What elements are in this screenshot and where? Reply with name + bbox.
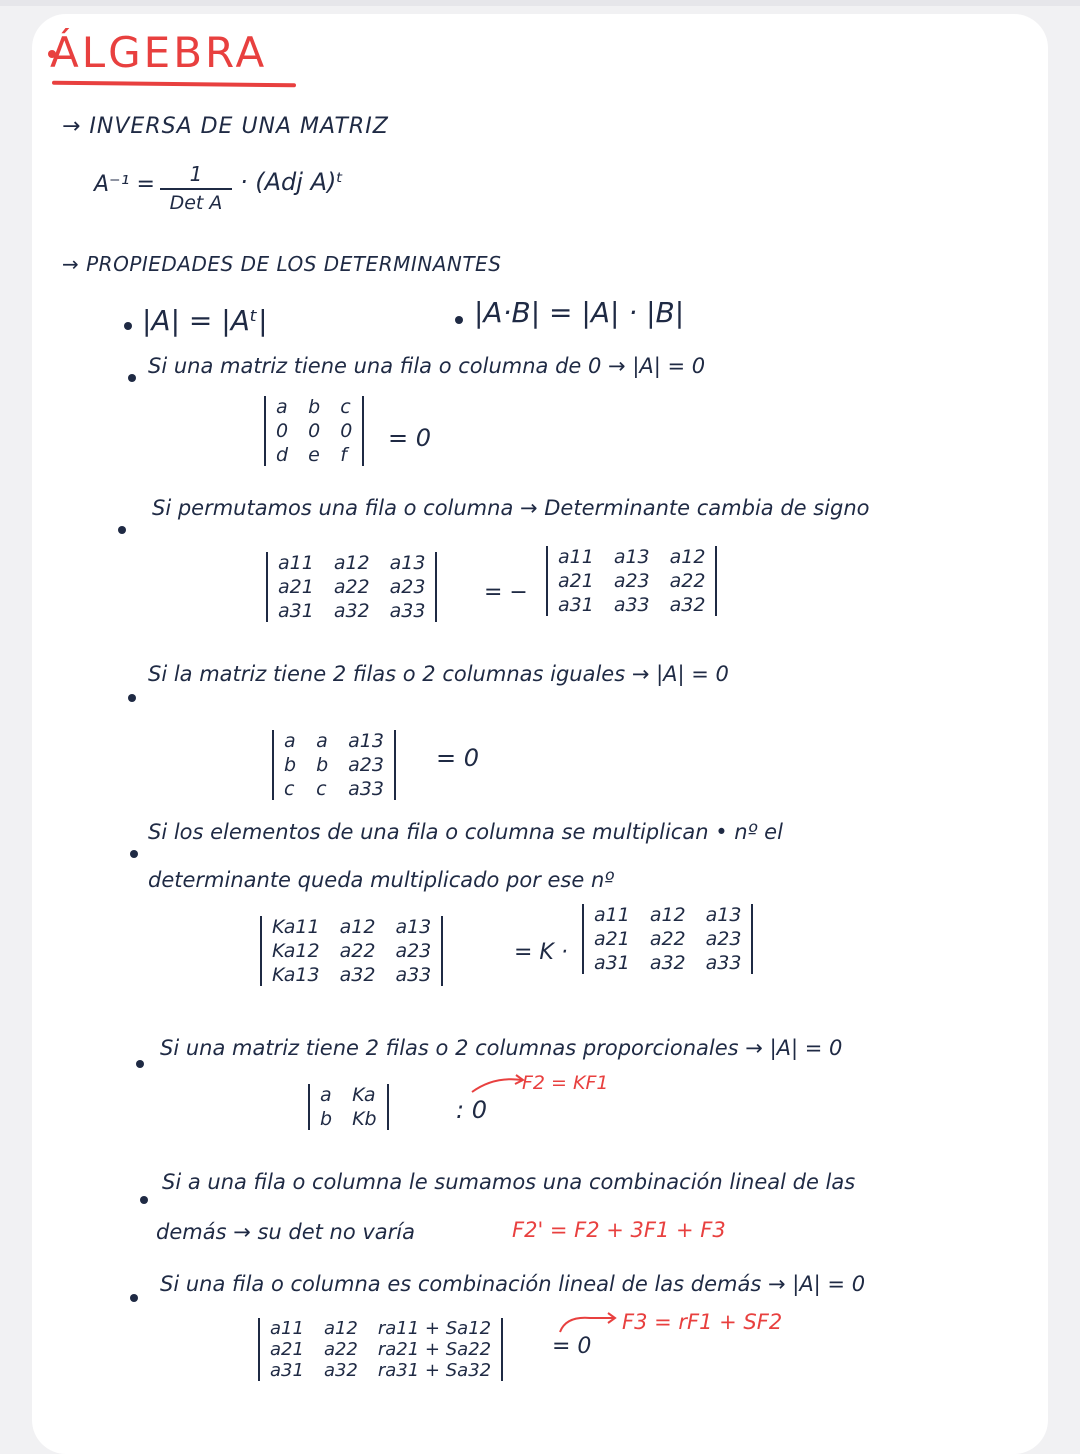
fraction-denominator: Det A: [169, 192, 223, 214]
matrix-unscaled: [582, 904, 753, 974]
matrix-entry: a31: [594, 952, 630, 974]
rule-scalar-line2: determinante queda multiplicado por ese nº: [148, 868, 615, 892]
matrix-entry: a: [276, 396, 288, 418]
matrix-entry: a32: [669, 594, 706, 616]
inverse-formula-rhs: · (Adj A)ᵗ: [240, 168, 344, 196]
inverse-formula-lhs: A⁻¹ =: [94, 172, 155, 197]
rule-linear-combination-line2: demás → su det no varía: [156, 1220, 416, 1244]
equals-zero: = 0: [552, 1334, 592, 1359]
bullet: [124, 322, 132, 330]
bullet: [118, 526, 126, 534]
matrix-entry: Ka12: [272, 940, 320, 962]
matrix-entry: a33: [613, 594, 650, 616]
equals-zero: = 0: [388, 424, 432, 452]
rule-swap-sign: Si permutamos una fila o columna → Determinante cambia de signo: [152, 496, 870, 520]
section-heading-inverse: → INVERSA DE UNA MATRIZ: [62, 114, 389, 139]
matrix-entry: a23: [705, 928, 742, 950]
property-product: |A·B| = |A| · |B|: [474, 296, 685, 329]
matrix-entry: b: [308, 396, 321, 418]
section-heading-properties: → PROPIEDADES DE LOS DETERMINANTES: [62, 252, 502, 276]
matrix-entry: a13: [395, 916, 432, 938]
matrix-entry: c: [316, 778, 327, 800]
matrix-zero-row: [264, 396, 364, 466]
matrix-entry: a21: [278, 576, 314, 598]
matrix-entry: a33: [389, 600, 426, 622]
fraction-numerator: 1: [189, 162, 203, 186]
matrix-entry: a32: [333, 600, 370, 622]
matrix-entry: a32: [339, 964, 376, 986]
equals-zero: = 0: [436, 744, 480, 772]
matrix-entry: a12: [323, 1318, 358, 1339]
rule-zero-row: Si una matriz tiene una fila o columna de 0 → |A| = 0: [148, 354, 706, 378]
matrix-entry: a22: [339, 940, 376, 962]
matrix-entry: 0: [340, 420, 353, 442]
matrix-entry: ra31 + Sa32: [377, 1360, 492, 1381]
top-bar: [0, 0, 1080, 6]
matrix-entry: a11: [558, 546, 594, 568]
matrix-entry: a33: [705, 952, 742, 974]
matrix-entry: ra21 + Sa22: [377, 1339, 492, 1360]
bullet: [455, 316, 463, 324]
matrix-entry: a23: [348, 754, 384, 776]
matrix-entry: a22: [333, 576, 370, 598]
rule-linear-combination-line1: Si a una fila o columna le sumamos una combinación lineal de las: [162, 1170, 856, 1194]
matrix-proportional: [308, 1084, 389, 1130]
matrix-entry: b: [320, 1108, 333, 1130]
matrix-entry: a22: [669, 570, 706, 592]
matrix-entry: a13: [613, 546, 650, 568]
note-f2-kf1: F2 = KF1: [522, 1072, 609, 1094]
bullet: [140, 1196, 148, 1204]
matrix-entry: a: [316, 730, 328, 752]
matrix-entry: b: [316, 754, 329, 776]
matrix-entry: Ka: [352, 1084, 376, 1106]
matrix-entry: a12: [339, 916, 376, 938]
matrix-original: [266, 552, 437, 622]
matrix-entry: a21: [270, 1339, 304, 1360]
matrix-entry: f: [340, 444, 347, 466]
matrix-entry: a12: [669, 546, 706, 568]
matrix-entry: a13: [705, 904, 742, 926]
page-title: ÁLGEBRA: [50, 28, 268, 77]
note-f3-combination: F3 = rF1 + SF2: [622, 1310, 783, 1334]
matrix-entry: a32: [323, 1360, 358, 1381]
row-operation-formula: F2' = F2 + 3F1 + F3: [512, 1218, 726, 1242]
matrix-entry: a13: [389, 552, 426, 574]
equals-zero: : 0: [456, 1096, 487, 1124]
matrix-entry: a32: [649, 952, 686, 974]
matrix-entry: a: [320, 1084, 332, 1106]
matrix-entry: a31: [278, 600, 314, 622]
equals-minus: = −: [484, 580, 528, 605]
property-transpose: |A| = |Aᵗ|: [142, 304, 268, 337]
matrix-entry: a11: [278, 552, 314, 574]
matrix-entry: 0: [276, 420, 289, 442]
matrix-entry: a21: [594, 928, 630, 950]
matrix-entry: a11: [594, 904, 630, 926]
arrow-icon: [556, 1312, 620, 1336]
rule-scalar-line1: Si los elementos de una fila o columna se multiplican • nº el: [148, 820, 783, 844]
matrix-entry: a13: [348, 730, 384, 752]
matrix-entry: Ka13: [272, 964, 320, 986]
bullet: [128, 694, 136, 702]
matrix-entry: e: [308, 444, 320, 466]
rule-equal-rows: Si la matriz tiene 2 filas o 2 columnas iguales → |A| = 0: [148, 662, 729, 686]
rule-proportional: Si una matriz tiene 2 filas o 2 columnas proporcionales → |A| = 0: [160, 1036, 843, 1060]
bullet: [130, 1294, 138, 1302]
matrix-entry: a31: [558, 594, 594, 616]
matrix-entry: ra11 + Sa12: [377, 1318, 492, 1339]
matrix-entry: a23: [613, 570, 650, 592]
matrix-entry: c: [284, 778, 295, 800]
matrix-swapped: [546, 546, 717, 616]
matrix-entry: a: [284, 730, 296, 752]
matrix-entry: a23: [395, 940, 432, 962]
fraction-bar: [160, 188, 232, 190]
matrix-entry: a31: [270, 1360, 304, 1381]
inverse-fraction: [160, 162, 232, 214]
arrow-icon: [470, 1072, 530, 1096]
matrix-entry: c: [340, 396, 351, 418]
matrix-entry: a12: [649, 904, 686, 926]
matrix-entry: Ka11: [272, 916, 320, 938]
bullet: [136, 1060, 144, 1068]
matrix-entry: a23: [389, 576, 426, 598]
matrix-entry: b: [284, 754, 297, 776]
bullet: [130, 850, 138, 858]
rule-dependent-row: Si una fila o columna es combinación lineal de las demás → |A| = 0: [160, 1272, 866, 1296]
matrix-entry: Kb: [352, 1108, 377, 1130]
matrix-entry: a33: [395, 964, 432, 986]
matrix-entry: a12: [333, 552, 370, 574]
matrix-entry: 0: [308, 420, 321, 442]
bullet: [128, 374, 136, 382]
matrix-entry: a33: [348, 778, 384, 800]
matrix-entry: a11: [270, 1318, 304, 1339]
matrix-equal-columns: [272, 730, 396, 800]
matrix-dependent: [258, 1318, 503, 1381]
matrix-entry: a22: [649, 928, 686, 950]
matrix-entry: a22: [323, 1339, 358, 1360]
matrix-entry: a21: [558, 570, 594, 592]
matrix-entry: d: [276, 444, 289, 466]
equals-k: = K ·: [514, 940, 568, 965]
matrix-scaled: [260, 916, 443, 986]
